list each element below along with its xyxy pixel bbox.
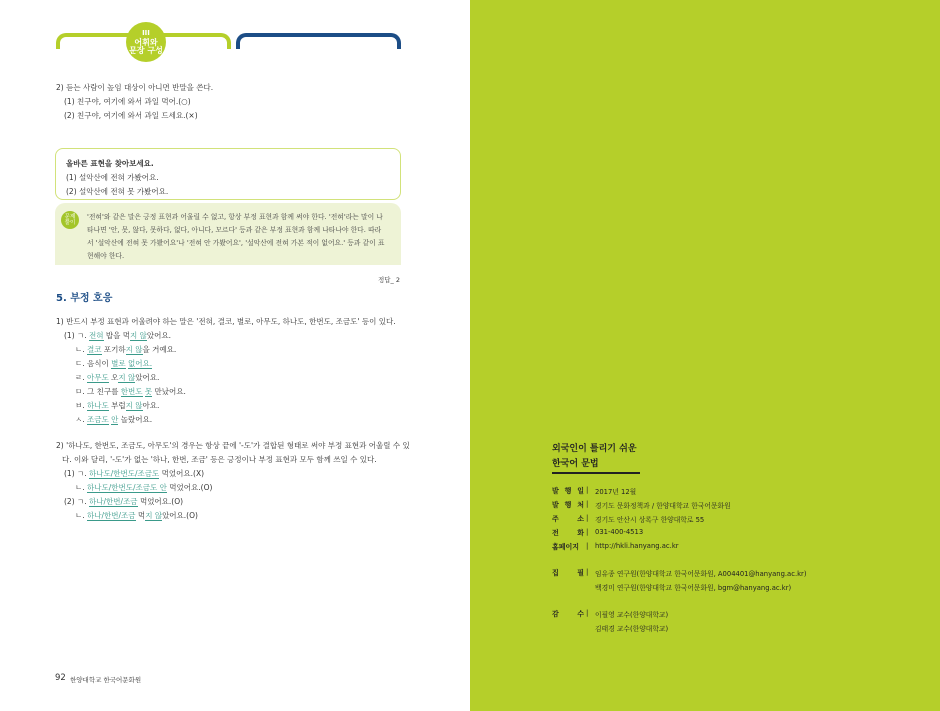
highlight: 지 않 xyxy=(125,345,143,354)
quiz-box xyxy=(55,148,401,200)
colophon-value: 경기도 안산시 상록구 한양대학로 55 xyxy=(595,516,705,524)
colophon-separator: | xyxy=(586,542,589,550)
chapter-title-line2: 문장 구성 xyxy=(129,46,163,55)
example-row: ㄴ. 하나/한번/조금 먹지 않았어요.(O) xyxy=(75,511,198,520)
example-row: ㅅ. 조금도 안 놀랐어요. xyxy=(75,415,153,424)
badge-line2: 풀이 xyxy=(64,220,76,226)
example-row: (1) ㄱ. 전혀 밥을 먹지 않았어요. xyxy=(64,331,172,340)
highlight: 별로 xyxy=(111,359,126,368)
section-p2-lead-1: 2) '하나도, 한번도, 조금도, 아무도'의 경우는 항상 끝에 '-도'가 결합된 형태로 써야 부정 표현과 어울릴 수 있 xyxy=(56,441,410,450)
highlight: 못 xyxy=(144,387,153,396)
highlight: 지 않 xyxy=(118,373,136,382)
rule-2-lead: 2) 듣는 사람이 높임 대상이 아니면 반말을 쓴다. xyxy=(56,83,214,92)
colophon-separator: | xyxy=(586,528,589,536)
answer-label: 정답_ 2 xyxy=(378,276,401,284)
highlight: 지 않 xyxy=(130,331,147,340)
example-row: ㄴ. 하나도/한번도/조금도 안 먹었어요.(O) xyxy=(75,483,213,492)
section-p1-lead: 1) 반드시 부정 표현과 어울려야 하는 말은 '전혀, 결코, 별로, 아무도, 하나도, 한번도, 조금도' 등이 있다. xyxy=(56,317,396,326)
colophon-separator: | xyxy=(586,500,589,508)
example-row: (2) ㄱ. 하나/한번/조금 먹었어요.(O) xyxy=(64,497,184,506)
highlight: 하나도/한번도/조금도 안 xyxy=(87,483,167,492)
explanation-line-2: 타나면 '안, 못, 않다, 못하다, 없다, 아니다, 모르다' 등과 같은 부정 표현과 함께 나타나야 한다. 따라 xyxy=(87,226,382,234)
highlight: 하나도 xyxy=(87,401,109,410)
colophon-value: 2017년 12월 xyxy=(595,488,637,496)
chapter-title-line1: 어휘와 xyxy=(134,38,158,47)
colophon-value: 031-400-4513 xyxy=(595,528,644,536)
highlight: 전혀 xyxy=(89,331,104,340)
section-title: 5. 부정 호응 xyxy=(56,293,113,304)
highlight: 없어요. xyxy=(128,359,153,368)
highlight: 지 않 xyxy=(145,511,163,520)
quiz-title: 올바른 표현을 찾아보세요. xyxy=(66,159,154,168)
example-row: (1) ㄱ. 하나도/한번도/조금도 먹었어요.(X) xyxy=(64,469,205,478)
highlight: 하나/한번/조금 xyxy=(89,497,138,506)
colophon-separator: | xyxy=(586,486,589,494)
colophon-label: 전 화 xyxy=(552,529,584,537)
highlight: 조금도 xyxy=(87,415,109,424)
colophon-label: 주 소 xyxy=(552,515,584,523)
authors-label: 집 필 xyxy=(552,569,584,577)
chapter-tab-blue xyxy=(236,33,401,49)
colophon-value: http://hkli.hanyang.ac.kr xyxy=(595,542,679,550)
title-underline xyxy=(552,472,640,474)
supervisor-1: 이필영 교수(한양대학교) xyxy=(595,611,669,619)
explanation-line-4: 현해야 한다. xyxy=(87,252,125,260)
explanation-badge xyxy=(61,211,79,229)
example-row: ㄷ. 음식이 별로 없어요. xyxy=(75,359,153,368)
page-number: 92 xyxy=(55,673,66,683)
highlight: 하나/한번/조금 xyxy=(87,511,136,520)
explanation-line-1: '전혀'와 같은 말은 긍정 표현과 어울릴 수 없고, 항상 부정 표현과 함께 써야 한다. '전혀'라는 말이 나 xyxy=(87,213,383,221)
section-p2-lead-2: 다. 이와 달리, '-도'가 없는 '하나, 한번, 조금' 등은 긍정이나 부정 표현과 모두 함께 쓰일 수 있다. xyxy=(62,455,377,464)
badge-line1: 문제 xyxy=(64,214,76,220)
footer-institution: 한양대학교 한국어문화원 xyxy=(70,676,142,684)
colophon-separator: | xyxy=(586,568,589,576)
explanation-line-3: 서 '설악산에 전혀 못 가봤어요'나 '전혀 안 가봤어요', '설악산에 전혀 가본 적이 없어요.' 등과 같이 표 xyxy=(87,239,385,247)
chapter-number: III xyxy=(142,29,150,37)
highlight: 안 xyxy=(111,415,119,424)
colophon-separator: | xyxy=(586,609,589,617)
quiz-option-1: (1) 설악산에 전혀 가봤어요. xyxy=(66,173,159,182)
author-1: 임유종 연구원(한양대학교 한국어문화원, A004401@hanyang.ac.kr) xyxy=(595,570,807,578)
colophon-separator: | xyxy=(586,514,589,522)
book-title-line2: 한국어 문법 xyxy=(552,459,599,469)
example-row: ㄴ. 결코 포기하지 않을 거예요. xyxy=(75,345,177,354)
colophon-label: 발 행 일 xyxy=(552,487,584,495)
colophon-label: 홈페이지 xyxy=(552,543,580,551)
chapter-badge xyxy=(126,22,166,62)
rule-2-example-1: (1) 친구야, 여기에 와서 과일 먹어.(○) xyxy=(64,97,191,106)
explanation-box xyxy=(55,203,401,265)
highlight: 지 않 xyxy=(125,401,143,410)
author-2: 백경미 연구원(한양대학교 한국어문화원, bgm@hanyang.ac.kr) xyxy=(595,584,792,592)
example-row: ㄹ. 아무도 오지 않았어요. xyxy=(75,373,160,382)
colophon-label: 발 행 처 xyxy=(552,501,584,509)
colophon-value: 경기도 문화정책과 / 한양대학교 한국어문화원 xyxy=(595,502,731,510)
highlight: 한번도 xyxy=(120,387,143,396)
right-page xyxy=(470,0,940,711)
rule-2-example-2: (2) 친구야, 여기에 와서 과일 드세요.(×) xyxy=(64,111,198,120)
highlight: 결코 xyxy=(87,345,102,354)
example-row: ㅁ. 그 친구를 한번도 못 만났어요. xyxy=(75,387,186,396)
example-row: ㅂ. 하나도 부럽지 않아요. xyxy=(75,401,160,410)
highlight: 하나도/한번도/조금도 xyxy=(89,469,160,478)
book-title-line1: 외국인이 틀리기 쉬운 xyxy=(552,444,637,454)
supervisors-label: 감 수 xyxy=(552,610,584,618)
supervisor-2: 김태경 교수(한양대학교) xyxy=(595,625,669,633)
highlight: 아무도 xyxy=(87,373,109,382)
quiz-option-2: (2) 설악산에 전혀 못 가봤어요. xyxy=(66,187,169,196)
